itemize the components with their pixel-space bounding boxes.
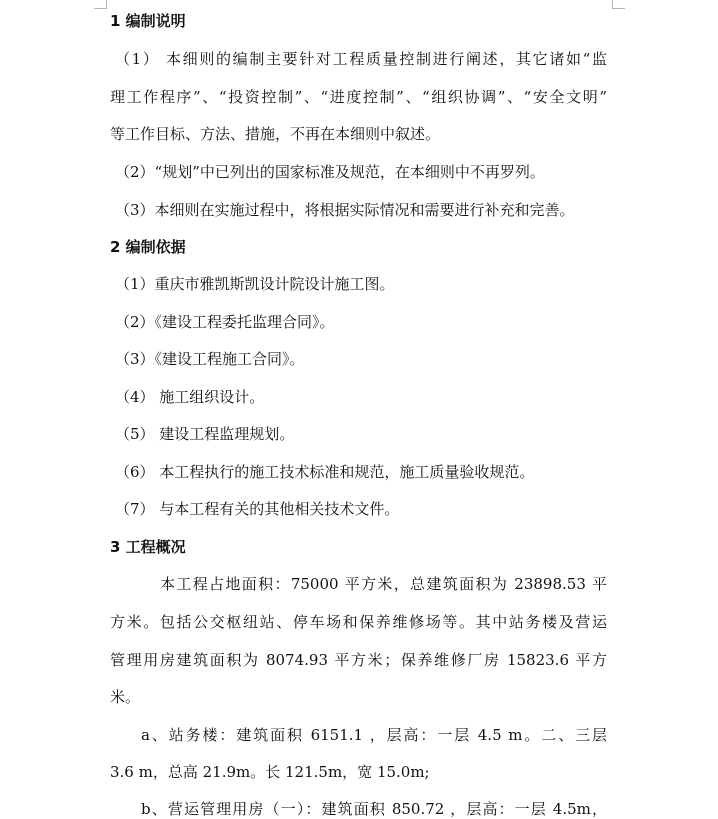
list-item: （1）重庆市雅凯斯凯设计院设计施工图。 [115, 275, 395, 293]
list-item: （5） 建设工程监理规划。 [115, 425, 295, 443]
page-corner-mark-left [94, 0, 107, 9]
paragraph-line: （3）本细则在实施过程中，将根据实际情况和需要进行补充和完善。 [115, 201, 575, 219]
paragraph-line: 3.6 m，总高 21.9m。长 121.5m，宽 15.0m; [110, 763, 430, 781]
paragraph-line: 本工程占地面积：75000 平方米，总建筑面积为 23898.53 平 [160, 575, 607, 593]
list-item: （6） 本工程执行的施工技术标准和规范，施工质量验收规范。 [115, 463, 535, 481]
section-heading-compilation-notes: 1 编制说明 [110, 12, 186, 30]
paragraph-line: 方米。包括公交枢纽站、停车场和保养维修场等。其中站务楼及营运 [110, 613, 607, 631]
list-item: （3）《建设工程施工合同》。 [115, 350, 305, 368]
paragraph-line: a、站务楼：建筑面积 6151.1 ，层高：一层 4.5 m。二、三层 [141, 726, 607, 744]
list-item: （4） 施工组织设计。 [115, 388, 265, 406]
section-heading-compilation-basis: 2 编制依据 [110, 238, 186, 256]
paragraph-line: （2）“规划”中已列出的国家标准及规范，在本细则中不再罗列。 [115, 163, 545, 181]
page-corner-mark-right [612, 0, 625, 9]
paragraph-line: 米。 [110, 688, 141, 706]
paragraph-line: b、营运管理用房（一）：建筑面积 850.72 ，层高：一层 4.5m， [141, 800, 607, 818]
paragraph-line: （1） 本细则的编制主要针对工程质量控制进行阐述，其它诸如“监 [115, 50, 607, 68]
paragraph-line: 管理用房建筑面积为 8074.93 平方米；保养维修厂房 15823.6 平方 [110, 651, 607, 669]
section-heading-project-overview: 3 工程概况 [110, 538, 186, 556]
list-item: （7） 与本工程有关的其他相关技术文件。 [115, 500, 400, 518]
list-item: （2）《建设工程委托监理合同》。 [115, 313, 335, 331]
paragraph-line: 理工作程序”、“投资控制”、“进度控制”、“组织协调”、“安全文明” [110, 88, 607, 106]
paragraph-line: 等工作目标、方法、措施，不再在本细则中叙述。 [110, 125, 441, 143]
